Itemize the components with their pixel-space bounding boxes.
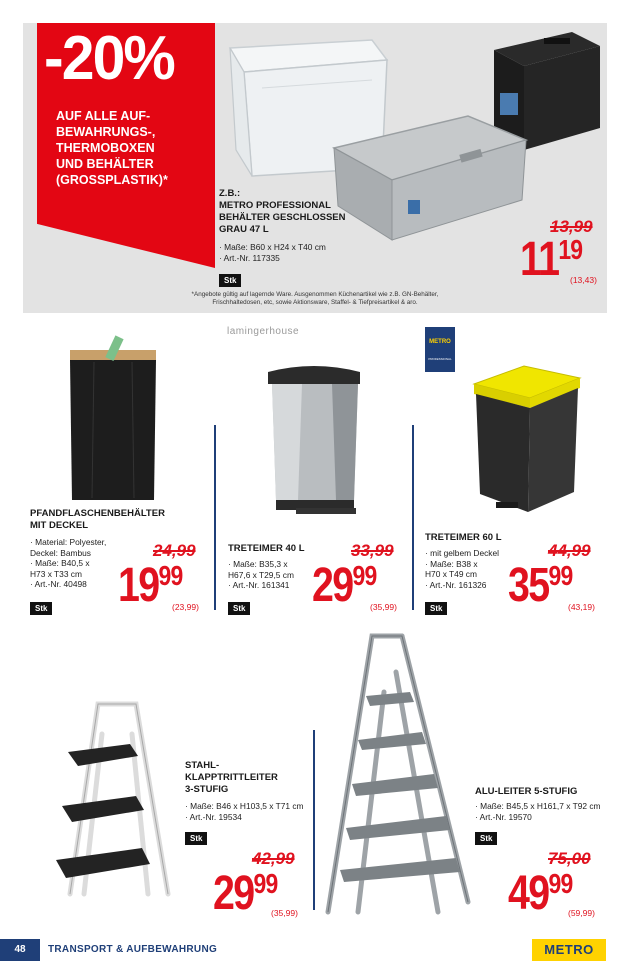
unit-label: Stk: [228, 602, 250, 615]
price-decimal: 99: [548, 868, 573, 899]
unit-badge: [228, 598, 250, 616]
pedal-bin-60-image: [466, 362, 586, 522]
spec-line: H70 x T49 cm: [425, 569, 477, 579]
spec-line: · Maße: B40,5 x: [30, 558, 90, 568]
price: [213, 867, 278, 920]
price-integer: 35: [508, 559, 549, 612]
product-name: [228, 543, 305, 555]
hero-product-name: [219, 188, 346, 236]
promo-headline-line: UND BEHÄLTER: [56, 157, 154, 171]
grey-crate-image: [330, 112, 530, 242]
footnote-line: *Angebote gültig auf lagernde Ware. Ausgenommen Küchenartikel wie z.B. GN-Behälter,: [191, 291, 439, 298]
gross-price: (59,99): [568, 908, 595, 918]
price-integer: 19: [118, 559, 159, 612]
product-name-line: TRETEIMER 60 L: [425, 532, 502, 543]
unit-label: Stk: [185, 832, 207, 845]
spec-line: · Maße: B35,3 x: [228, 559, 288, 569]
spec-line: H73 x T33 cm: [30, 568, 82, 579]
product-name-line: MIT DECKEL: [30, 520, 89, 531]
unit-badge: [425, 598, 447, 616]
unit-label: Stk: [219, 274, 241, 287]
old-price: 13,99: [550, 217, 593, 236]
product-name-line: 3-STUFIG: [185, 784, 229, 795]
price-integer: 29: [213, 867, 254, 920]
gross-price: (35,99): [271, 908, 298, 918]
unit-badge: [219, 270, 241, 288]
product-specs: [185, 801, 304, 822]
gross-price: (23,99): [172, 602, 199, 612]
old-price: 33,99: [351, 541, 394, 560]
price-decimal: 99: [253, 868, 278, 899]
unit-badge: [185, 828, 207, 846]
section-title: TRANSPORT & AUFBEWAHRUNG: [48, 944, 218, 955]
product-specs: [425, 548, 499, 590]
price: [508, 867, 573, 920]
price: [508, 559, 573, 612]
footnote: [150, 291, 480, 307]
page-number: 48: [0, 939, 40, 961]
spec-line: Deckel: Bambus: [30, 547, 91, 558]
spec-line: · Art.-Nr. 161341: [228, 580, 290, 590]
promo-headline-line: BEWAHRUNGS-,: [56, 125, 156, 139]
old-price: 75,00: [548, 849, 591, 868]
spec-line: · Maße: B46 x H103,5 x T71 cm: [185, 801, 304, 811]
metro-logo: [532, 939, 606, 961]
product-name-line: TRETEIMER 40 L: [228, 543, 305, 554]
metro-professional-badge: [425, 327, 455, 372]
unit-badge: [30, 598, 52, 616]
spec-line: · Art.-Nr. 161326: [425, 579, 487, 590]
promo-headline: [56, 108, 206, 188]
product-specs: [30, 537, 106, 590]
hero-product-specs: [219, 242, 326, 263]
spec-line: · Art.-Nr. 117335: [219, 252, 280, 263]
brand-logo-lamingerhouse: lamingerhouse: [227, 326, 300, 337]
gross-price: (35,99): [370, 602, 397, 612]
spec-line: · Art.-Nr. 19570: [475, 811, 532, 822]
product-specs: [475, 801, 601, 822]
column-divider: [214, 425, 216, 610]
price-integer: 49: [508, 867, 549, 920]
pedal-bin-40-image: [262, 358, 368, 518]
footnote-line: Frischhaltedosen, etc, sowie Aktionsware, Staffel- & Tiefpreisartikel & aro.: [212, 299, 418, 306]
column-divider: [313, 730, 315, 910]
product-specs: [228, 559, 294, 591]
price-decimal: 99: [352, 560, 377, 591]
gross-price: (43,19): [568, 602, 595, 612]
aluminium-ladder-image: [318, 632, 478, 922]
discount-label: -20%: [44, 24, 174, 93]
product-name-line: KLAPPTRITTLEITER: [185, 772, 278, 783]
unit-label: Stk: [425, 602, 447, 615]
product-name-line: STAHL-: [185, 760, 220, 771]
promo-headline-line: (GROSSPLASTIK)*: [56, 173, 168, 187]
bottle-container-image: [64, 332, 164, 512]
old-price: 24,99: [153, 541, 196, 560]
gross-price: (13,43): [570, 275, 597, 285]
product-name: [185, 760, 278, 796]
price-decimal: 19: [558, 234, 583, 265]
old-price: 44,99: [548, 541, 591, 560]
price-decimal: 99: [158, 560, 183, 591]
spec-line: · Art.-Nr. 40498: [30, 579, 87, 589]
promo-headline-line: THERMOBOXEN: [56, 141, 155, 155]
metro-logo-text: METRO: [544, 942, 594, 957]
product-name: [475, 786, 577, 798]
product-name-line: ALU-LEITER 5-STUFIG: [475, 786, 578, 797]
promo-headline-line: AUF ALLE AUF-: [56, 109, 151, 123]
old-price: 42,99: [252, 849, 295, 868]
unit-label: Stk: [475, 832, 497, 845]
price-integer: 11: [520, 233, 559, 286]
spec-line: · Material: Polyester,: [30, 537, 107, 547]
product-name-line: BEHÄLTER GESCHLOSSEN: [219, 212, 346, 223]
unit-label: Stk: [30, 602, 52, 615]
spec-line: · Maße: B45,5 x H161,7 x T92 cm: [475, 801, 601, 811]
price-decimal: 99: [548, 560, 573, 591]
product-name-line: PFANDFLASCHENBEHÄLTER: [30, 508, 165, 519]
column-divider: [412, 425, 414, 610]
spec-line: H67,6 x T29,5 cm: [228, 569, 294, 580]
spec-line: · mit gelbem Deckel: [425, 548, 500, 558]
unit-badge: [475, 828, 497, 846]
badge-sub: PROFESSIONAL: [428, 357, 452, 361]
price: [312, 559, 377, 612]
product-name-line: Z.B.:: [219, 188, 241, 199]
badge-brand: METRO: [429, 339, 451, 345]
product-name-line: GRAU 47 L: [219, 224, 269, 235]
product-name-line: METRO PROFESSIONAL: [219, 200, 331, 211]
product-name: [425, 532, 502, 544]
spec-line: · Art.-Nr. 19534: [185, 811, 242, 822]
step-stool-image: [40, 694, 180, 904]
product-name: [30, 508, 165, 532]
price-integer: 29: [312, 559, 353, 612]
spec-line: · Maße: B38 x: [425, 558, 478, 569]
spec-line: · Maße: B60 x H24 x T40 cm: [219, 242, 326, 252]
